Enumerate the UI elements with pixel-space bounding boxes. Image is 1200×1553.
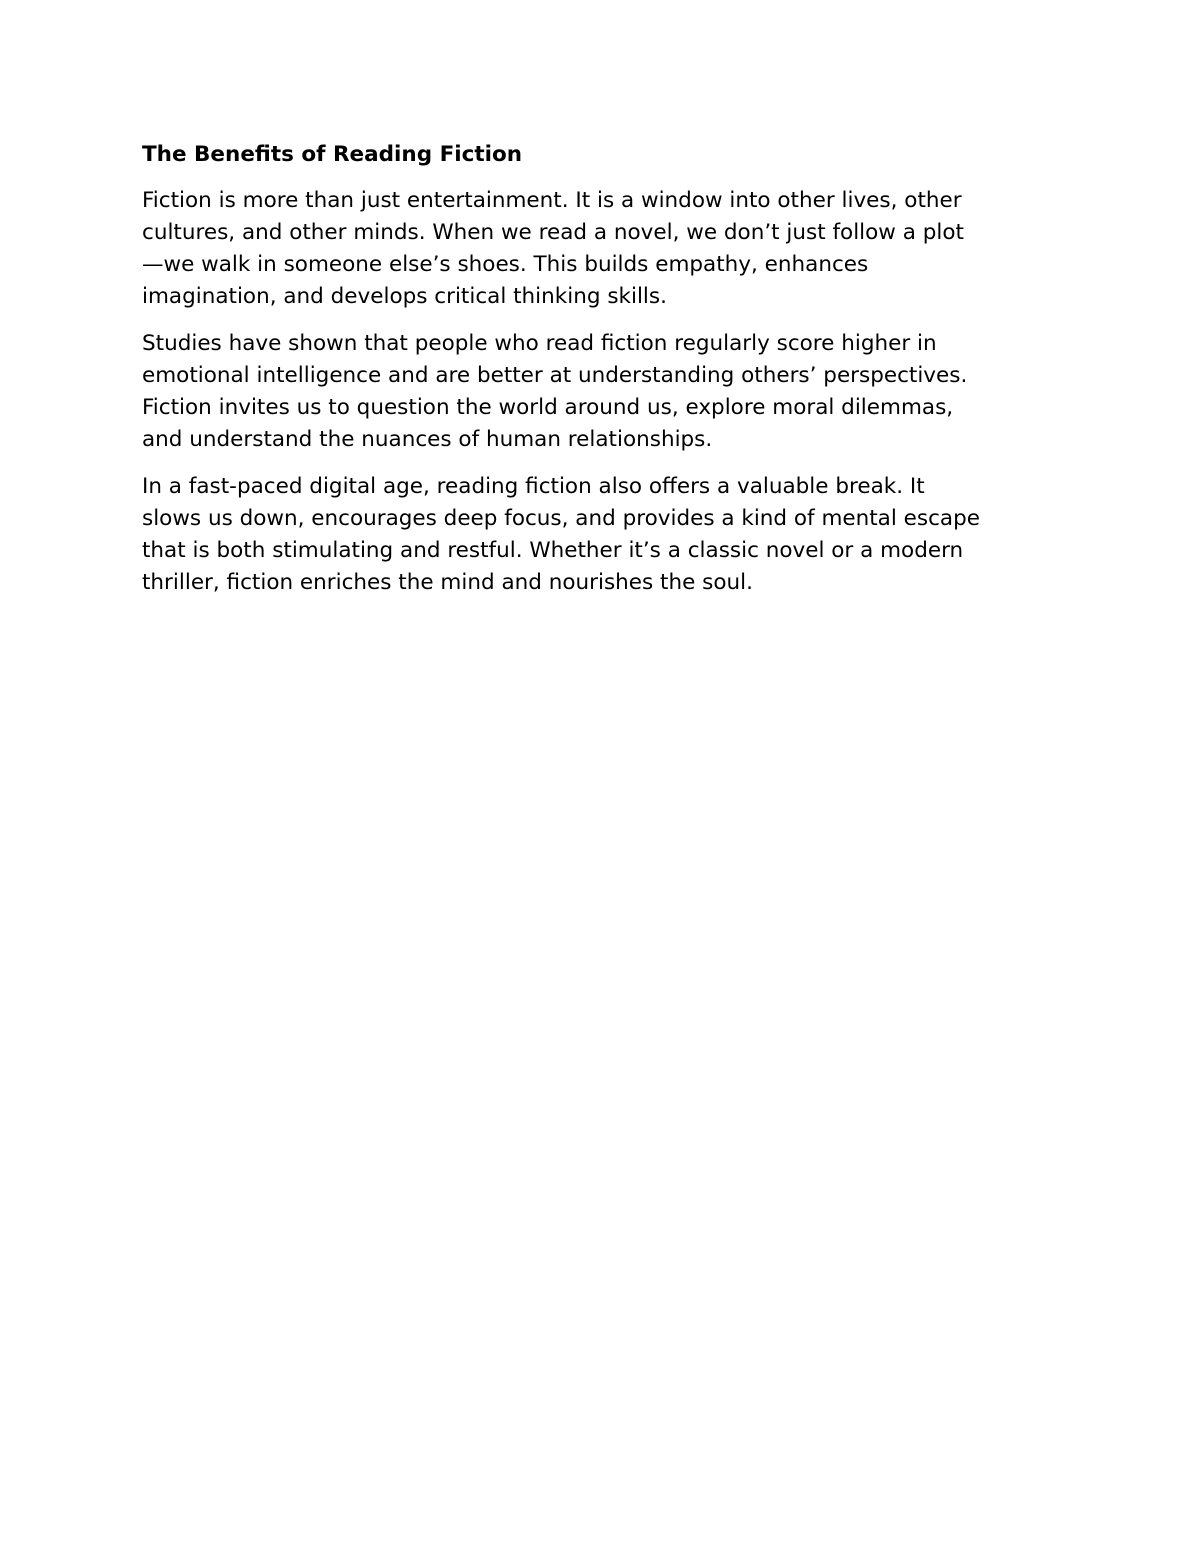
- paragraph-3: [142, 471, 1072, 599]
- document-body: [142, 139, 1072, 614]
- paragraph-line: —we walk in someone else’s shoes. This builds empathy, enhances: [142, 252, 869, 277]
- paragraph-line: cultures, and other minds. When we read a novel, we don’t just follow a plot: [142, 220, 964, 245]
- paragraph-line: Fiction is more than just entertainment. It is a window into other lives, other: [142, 188, 962, 213]
- document-title: The Benefits of Reading Fiction: [142, 142, 523, 167]
- paragraph-line: Studies have shown that people who read fiction regularly score higher in: [142, 331, 937, 356]
- paragraph-line: emotional intelligence and are better at understanding others’ perspectives.: [142, 363, 968, 388]
- paragraph-line: slows us down, encourages deep focus, and provides a kind of mental escape: [142, 506, 980, 531]
- paragraph-line: that is both stimulating and restful. Whether it’s a classic novel or a modern: [142, 538, 964, 563]
- paragraph-1: [142, 185, 1072, 313]
- paragraph-line: thriller, fiction enriches the mind and nourishes the soul.: [142, 570, 753, 595]
- paragraph-line: In a fast-paced digital age, reading fiction also offers a valuable break. It: [142, 474, 925, 499]
- paragraph-2: [142, 328, 1072, 456]
- paragraph-line: imagination, and develops critical thinking skills.: [142, 284, 667, 309]
- paragraph-line: Fiction invites us to question the world around us, explore moral dilemmas,: [142, 395, 954, 420]
- paragraph-line: and understand the nuances of human relationships.: [142, 427, 713, 452]
